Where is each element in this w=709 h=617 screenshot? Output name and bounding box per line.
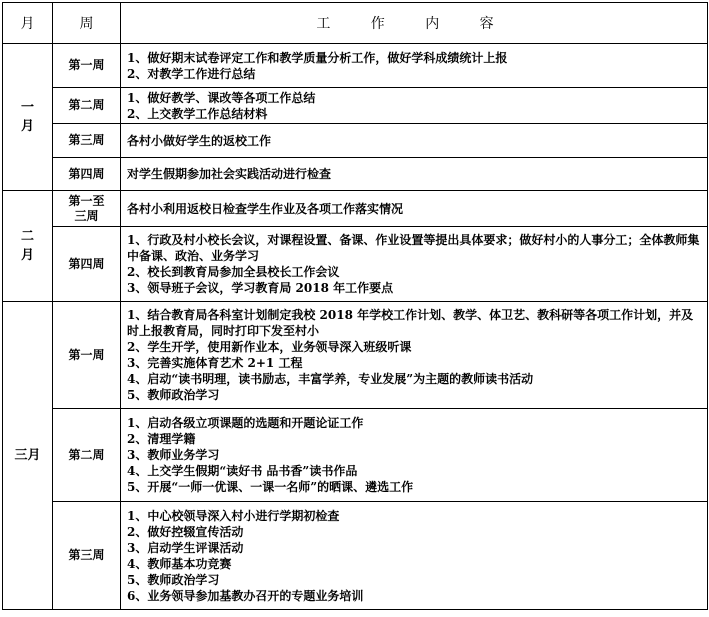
work-item: 1、行政及村小校长会议，对课程设置、备课、作业设置等提出具体要求；做好村小的人事分工；全体教师集中备课、政治、业务学习 <box>127 233 700 263</box>
work-item: 5、开展“一师一优课、一课一名师”的晒课、遴选工作 <box>127 480 414 494</box>
work-item: 2、学生开学，使用新作业本，业务领导深入班级听课 <box>127 340 412 354</box>
week-cell <box>53 191 121 227</box>
week-cell <box>53 302 121 409</box>
week-label: 第一周 <box>68 58 105 72</box>
week-row <box>3 124 708 158</box>
work-item: 3、启动学生评课活动 <box>127 540 244 555</box>
work-item: 各村小利用返校日检查学生作业及各项工作落实情况 <box>127 201 404 216</box>
work-plan-document <box>2 2 707 610</box>
work-content-cell <box>121 227 708 302</box>
work-content-cell <box>121 302 708 409</box>
week-cell <box>53 158 121 191</box>
work-content-cell <box>121 44 708 88</box>
work-content-cell <box>121 124 708 158</box>
header-row <box>3 3 708 44</box>
work-plan-table <box>2 2 708 610</box>
work-item: 3、教师业务学习 <box>127 448 220 462</box>
week-cell <box>53 227 121 302</box>
header-work-content <box>121 3 708 44</box>
work-item: 4、教师基本功竞赛 <box>127 556 232 571</box>
plan-body <box>3 44 708 610</box>
month-label: 月 <box>20 248 34 263</box>
week-label: 第二周 <box>68 447 105 462</box>
week-label: 第四周 <box>68 256 105 271</box>
header-week: 周 <box>53 3 121 44</box>
month-label: 三月 <box>14 448 41 463</box>
work-item: 2、做好控辍宣传活动 <box>127 524 244 539</box>
work-item: 1、启动各级立项课题的选题和开题论证工作 <box>127 416 364 430</box>
work-item: 4、上交学生假期“读好书 品书香”读书作品 <box>127 464 358 478</box>
work-item: 2、对教学工作进行总结 <box>127 66 256 81</box>
work-item: 4、启动“读书明理，读书励志，丰富学养，专业发展”为主题的教师读书活动 <box>127 372 534 386</box>
work-item: 3、完善实施体育艺术 2+1 工程 <box>127 356 303 370</box>
week-cell <box>53 44 121 88</box>
work-item: 1、中心校领导深入村小进行学期初检查 <box>127 508 340 523</box>
work-item: 1、做好教学、课改等各项工作总结 <box>127 90 316 105</box>
header-work-label: 工 作 内 容 <box>316 16 512 32</box>
week-label: 三周 <box>74 208 99 223</box>
month-label: 一 <box>20 100 34 115</box>
work-content-cell <box>121 158 708 191</box>
work-item: 各村小做好学生的返校工作 <box>127 133 272 148</box>
work-item: 对学生假期参加社会实践活动进行检查 <box>127 167 332 181</box>
week-row <box>3 502 708 610</box>
week-label: 第三周 <box>68 133 105 147</box>
week-label: 第二周 <box>68 98 105 112</box>
work-item: 2、校长到教育局参加全县校长工作会议 <box>127 265 340 279</box>
month-cell <box>3 191 53 302</box>
week-label: 第四周 <box>68 166 105 181</box>
week-row <box>3 88 708 124</box>
work-item: 1、做好期末试卷评定工作和教学质量分析工作，做好学科成绩统计上报 <box>127 50 508 65</box>
week-cell <box>53 409 121 502</box>
month-cell <box>3 302 53 610</box>
work-item: 1、结合教育局各科室计划制定我校 2018 年学校工作计划、教学、体卫艺、教科研等各项工作计划，并及时上报教育局，同时打印下发至村小 <box>127 308 694 338</box>
work-content-cell <box>121 191 708 227</box>
week-row <box>3 227 708 302</box>
header-month: 月 <box>3 3 53 44</box>
work-item: 5、教师政治学习 <box>127 572 220 587</box>
week-label: 第一周 <box>68 347 105 362</box>
week-row <box>3 158 708 191</box>
week-label: 第三周 <box>68 548 105 562</box>
week-cell <box>53 88 121 124</box>
work-item: 3、领导班子会议，学习教育局 2018 年工作要点 <box>127 281 394 295</box>
work-content-cell <box>121 502 708 610</box>
work-content-cell <box>121 409 708 502</box>
work-item: 2、清理学籍 <box>127 432 196 446</box>
work-content-cell <box>121 88 708 124</box>
month-cell <box>3 44 53 191</box>
work-item: 2、上交教学工作总结材料 <box>127 106 268 121</box>
month-label: 月 <box>20 119 34 134</box>
work-item: 5、教师政治学习 <box>127 388 220 402</box>
month-label: 二 <box>20 229 34 244</box>
week-cell <box>53 124 121 158</box>
week-row <box>3 409 708 502</box>
week-cell <box>53 502 121 610</box>
week-label: 第一至 <box>68 193 105 208</box>
work-item: 6、业务领导参加基教办召开的专题业务培训 <box>127 588 364 603</box>
week-row <box>3 44 708 88</box>
week-row <box>3 191 708 227</box>
week-row <box>3 302 708 409</box>
